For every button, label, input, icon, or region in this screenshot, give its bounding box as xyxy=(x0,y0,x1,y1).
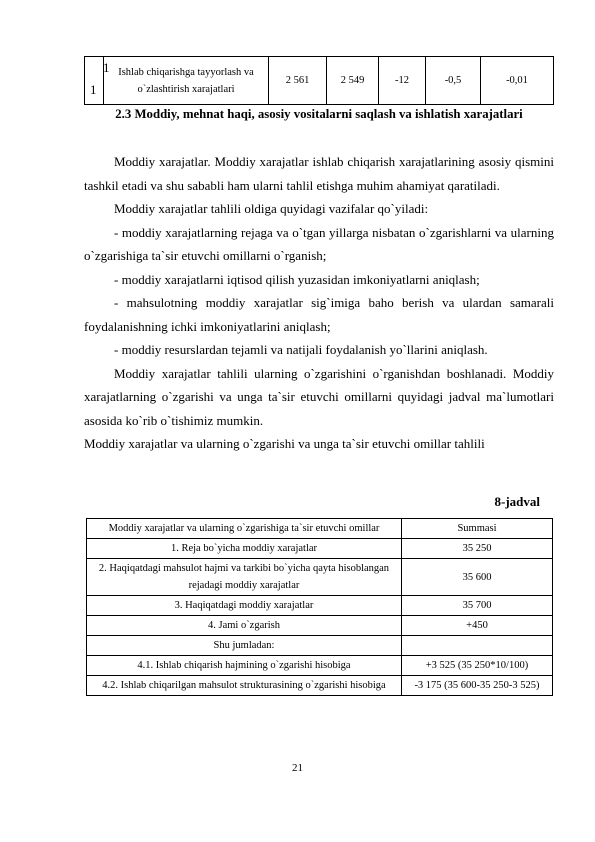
table-cell: 2 549 xyxy=(327,57,379,105)
table-row xyxy=(87,676,553,696)
table-row xyxy=(87,559,553,596)
table-cell: 1. Reja bo`yicha moddiy xarajatlar xyxy=(87,539,402,559)
table-row xyxy=(87,616,553,636)
row-description: Ishlab chiqarishga tayyorlash va o`zlashtirish xarajatlari xyxy=(104,57,269,105)
table-cell: -3 175 (35 600-35 250-3 525) xyxy=(402,676,553,696)
table-cell: 4. Jami o`zgarish xyxy=(87,616,402,636)
table-cell: 2 561 xyxy=(269,57,327,105)
table-cell: 4.1. Ishlab chiqarish hajmining o`zgarishi hisobiga xyxy=(87,656,402,676)
table-cell: -0,5 xyxy=(426,57,481,105)
column-header: Summasi xyxy=(402,519,553,539)
table-cell: +450 xyxy=(402,616,553,636)
table-cell: Shu jumladan: xyxy=(87,636,402,656)
paragraph: - moddiy xarajatlarni iqtisod qilish yuzasidan imkoniyatlarni aniqlash; xyxy=(114,271,480,287)
paragraph: - moddiy xarajatlarning rejaga va o`tgan yillarga nisbatan o`zgarishlarni va ularning o`zgarishiga ta`sir etuvchi omillarni o`rganish; xyxy=(84,224,554,263)
table-header-row xyxy=(87,519,553,539)
table-cell: 35 250 xyxy=(402,539,553,559)
table-row xyxy=(85,57,554,105)
body-text xyxy=(84,150,554,456)
row-number-cell xyxy=(85,57,110,105)
table-cell xyxy=(402,636,553,656)
section-title: 2.3 Moddiy, mehnat haqi, asosiy vositalarni saqlash va ishlatish xarajatlari xyxy=(115,107,523,121)
table-cell: -0,01 xyxy=(481,57,554,105)
paragraph: Moddiy xarajatlar tahlili ularning o`zgarishini o`rganishdan boshlanadi. Moddiy xarajatlarning o`zgarishi va unga ta`sir etuvchi omillarni quyidagi jadval ma`lumotlari asosida ko`rib o`tishimiz mumkin. xyxy=(84,365,554,428)
table-row xyxy=(87,539,553,559)
paragraph: Moddiy xarajatlar. Moddiy xarajatlar ishlab chiqarish xarajatlarining asosiy qismini tashkil etadi va shu sababli ham ularni tahlil etishga muhim ahamiyat qaratiladi. xyxy=(84,154,554,193)
page-number: 21 xyxy=(292,762,303,774)
table-cell: -12 xyxy=(379,57,426,105)
paragraph: - moddiy resurslardan tejamli va natijali foydalanish yo`llarini aniqlash. xyxy=(114,342,488,357)
table-cell: 35 600 xyxy=(402,559,553,596)
table-cell: 35 700 xyxy=(402,596,553,616)
previous-table-fragment xyxy=(84,56,554,105)
paragraph: Moddiy xarajatlar tahlili oldiga quyidagi vazifalar qo`yiladi: xyxy=(114,201,429,216)
table-cell: 3. Haqiqatdagi moddiy xarajatlar xyxy=(87,596,402,616)
paragraph: - mahsulotning moddiy xarajatlar sig`imiga baho berish va ulardan samarali foydalanishning ichki imkoniyatlarini aniqlash; xyxy=(84,295,554,334)
row-number-a: 1 xyxy=(103,60,110,75)
column-header: Moddiy xarajatlar va ularning o`zgarishiga ta`sir etuvchi omillar xyxy=(87,519,402,539)
table-row xyxy=(87,656,553,676)
table-row xyxy=(87,636,553,656)
table-cell: +3 525 (35 250*10/100) xyxy=(402,656,553,676)
row-number-b: 1 xyxy=(90,82,97,97)
table-cell: 2. Haqiqatdagi mahsulot hajmi va tarkibi bo`yicha qayta hisoblangan rejadagi moddiy xarajatlar xyxy=(87,559,402,596)
table-row xyxy=(87,596,553,616)
table-heading: Moddiy xarajatlar va ularning o`zgarishi va unga ta`sir etuvchi omillar tahlili xyxy=(84,436,485,451)
table-cell: 4.2. Ishlab chiqarilgan mahsulot strukturasining o`zgarishi hisobiga xyxy=(87,676,402,696)
data-table xyxy=(86,518,553,696)
table-caption: 8-jadval xyxy=(494,494,540,509)
